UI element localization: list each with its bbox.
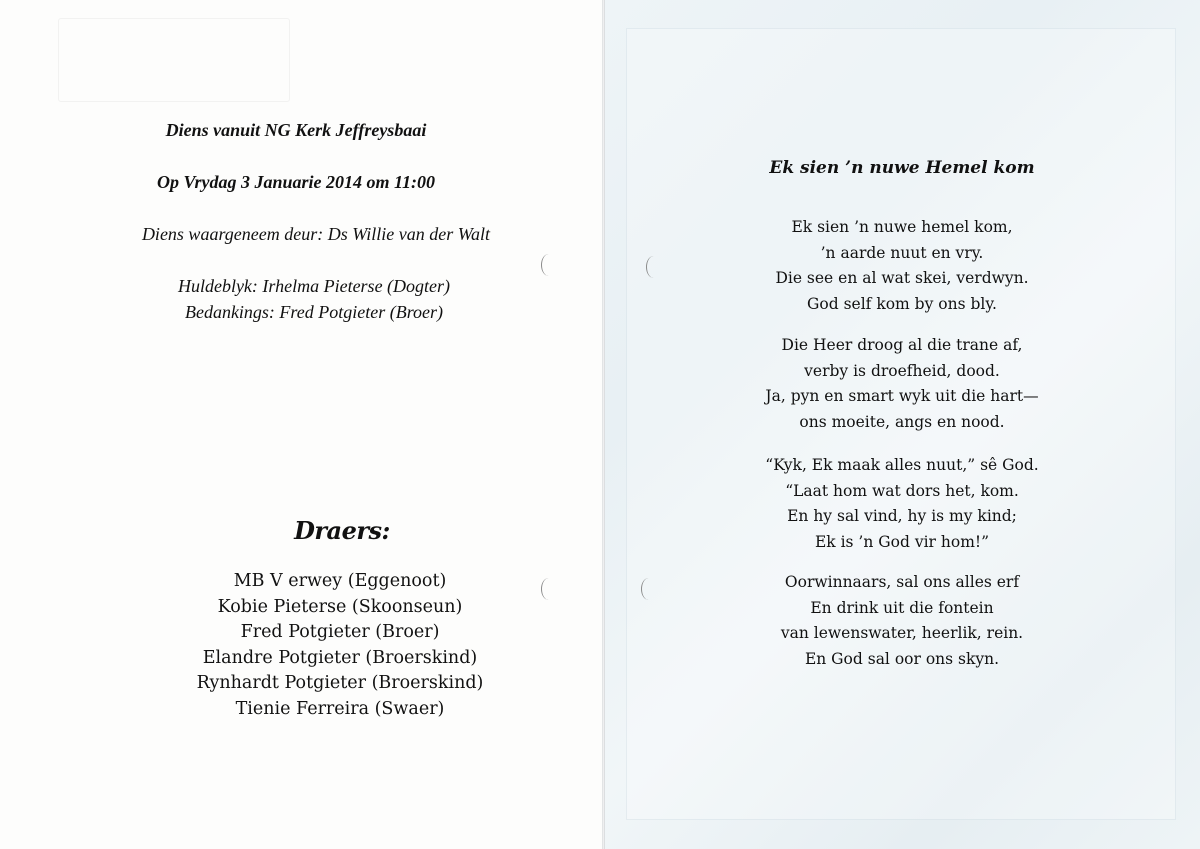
poem-stanza-3 <box>604 453 1200 555</box>
poem-line: God self kom by ons bly. <box>807 294 997 313</box>
poem-line: ’n aarde nuut en vry. <box>820 243 984 262</box>
tribute-line: Huldeblyk: Irhelma Pieterse (Dogter) <box>177 276 451 296</box>
poem-line: Oorwinnaars, sal ons alles erf <box>784 573 1020 591</box>
date-line: Op Vrydag 3 Januarie 2014 om 11:00 <box>156 172 436 192</box>
poem-line: ons moeite, angs en nood. <box>799 412 1005 431</box>
bearers-list <box>38 569 642 722</box>
poem-line: En God sal oor ons skyn. <box>804 649 1000 668</box>
poem-line: “Laat hom wat dors het, kom. <box>785 481 1019 500</box>
officiant-line: Diens waargeneem deur: Ds Willie van der Walt <box>141 224 491 244</box>
poem-line: Die Heer droog al die trane af, <box>781 336 1023 354</box>
poem-line: van lewenswater, heerlik, rein. <box>780 624 1024 642</box>
church-line: Diens vanuit NG Kerk Jeffreysbaai <box>165 120 427 140</box>
bearer-name: Fred Potgieter (Broer) <box>240 622 440 642</box>
poem-stanza-1 <box>604 215 1200 317</box>
poem-line: Ek sien ’n nuwe hemel kom, <box>791 218 1013 236</box>
bearer-name: Kobie Pieterse (Skoonseun) <box>217 596 463 617</box>
poem-line: Die see en al wat skei, verdwyn. <box>775 269 1029 287</box>
bearer-name: Rynhardt Potgieter (Broerskind) <box>196 673 484 693</box>
poem-line: Ja, pyn en smart wyk uit die hart— <box>765 387 1039 405</box>
poem-line: verby is droefheid, dood. <box>804 361 1000 380</box>
poem-stanza-2 <box>604 333 1200 435</box>
thanks-line: Bedankings: Fred Potgieter (Broer) <box>184 302 444 322</box>
poem-title: Ek sien ’n nuwe Hemel kom <box>769 158 1035 178</box>
bearer-name: MB V erwey (Eggenoot) <box>233 571 447 591</box>
poem-line: En hy sal vind, hy is my kind; <box>787 507 1017 525</box>
bearers-title: Draers: <box>294 516 390 545</box>
poem-stanza-4 <box>604 570 1200 672</box>
poem-line: “Kyk, Ek maak alles nuut,” sê God. <box>765 456 1039 474</box>
poem-line: Ek is ’n God vir hom!” <box>814 532 990 551</box>
faint-stamp <box>58 18 290 102</box>
poem-line: En drink uit die fontein <box>810 598 994 617</box>
bearer-name: Elandre Potgieter (Broerskind) <box>202 647 478 668</box>
bearer-name: Tienie Ferreira (Swaer) <box>235 698 445 719</box>
punch-hole-left-top <box>541 254 556 276</box>
